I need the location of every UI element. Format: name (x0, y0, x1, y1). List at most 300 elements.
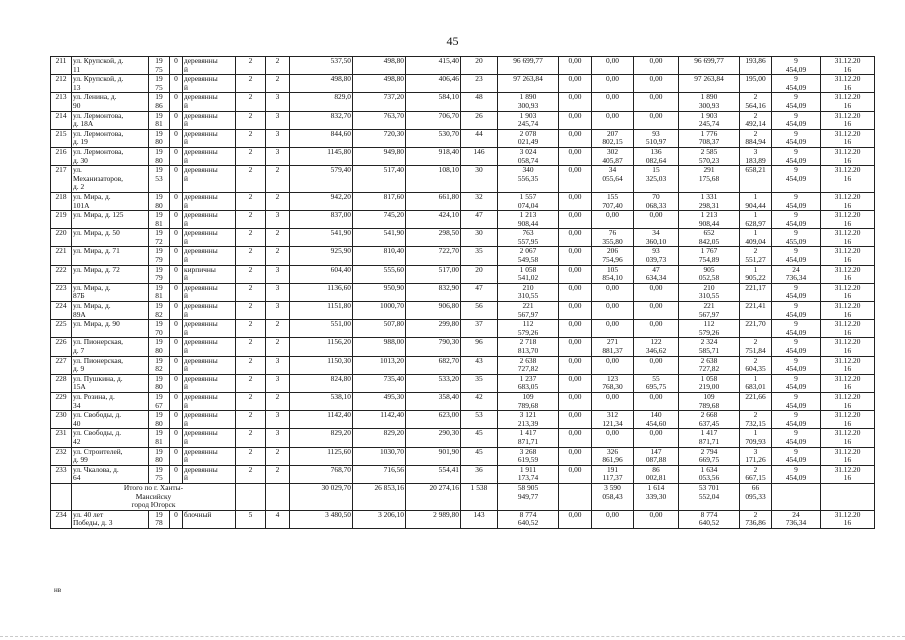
entrances (266, 147, 290, 165)
funds-c-line: 0,00 (649, 283, 663, 292)
max-cost-line: 9 (794, 74, 798, 84)
row-number (51, 111, 72, 129)
total-cost (498, 283, 559, 301)
max-cost-line: 9 (794, 392, 798, 401)
living-area (353, 75, 406, 93)
unit-cost (740, 447, 772, 465)
funds-d (679, 338, 740, 356)
private-area-line: 706,70 (438, 111, 459, 120)
funds-a-line: 0,00 (568, 56, 582, 65)
floors (236, 447, 266, 465)
living-area (353, 265, 406, 283)
table-row (51, 265, 875, 283)
wall-material-line: деревянны (184, 56, 218, 65)
total-row (51, 483, 875, 510)
funds-d (679, 211, 740, 229)
address (72, 465, 149, 483)
private-area-line: 298,50 (438, 228, 459, 238)
private-area (406, 57, 461, 75)
max-cost (772, 302, 821, 320)
total-area-line: 541,90 (330, 228, 351, 238)
entrances (266, 356, 290, 374)
funds-d-line: 96 699,77 (694, 56, 724, 65)
funds-d (679, 510, 740, 528)
build-year-line: 81 (155, 291, 163, 301)
address (72, 229, 149, 247)
funds-b-line: 271 (606, 337, 619, 347)
wall-material (183, 111, 236, 129)
address (72, 374, 149, 392)
funds-d-line: 789,68 (698, 400, 720, 410)
deadline-line: 31.12.20 (834, 319, 861, 329)
funds-a-line: 0,00 (568, 165, 582, 175)
funds-c-line: 0,00 (649, 392, 663, 401)
wall-material-line: й (184, 100, 188, 110)
max-cost-line: 454,09 (785, 473, 807, 483)
deadline (821, 211, 875, 229)
floors (236, 147, 266, 165)
funds-c (634, 166, 679, 193)
zero-col-line: 0 (174, 265, 178, 274)
row-number-line: 234 (55, 510, 67, 519)
private-area (406, 192, 461, 210)
wall-material (183, 411, 236, 429)
address (72, 57, 149, 75)
funds-a (559, 166, 592, 193)
living-area-line: 988,00 (383, 337, 404, 347)
residents (461, 465, 498, 483)
funds-b-line: 768,30 (602, 382, 623, 392)
funds-a-line: 0,00 (568, 147, 582, 156)
wall-material-line: деревянны (184, 92, 218, 102)
build-year (149, 229, 170, 247)
funds-c (634, 356, 679, 374)
funds-a (559, 57, 592, 75)
living-area (353, 338, 406, 356)
funds-b-line: 0,00 (606, 392, 619, 401)
residents-line: 42 (475, 392, 483, 401)
funds-c-line: 039,73 (645, 255, 667, 265)
total-area (290, 447, 353, 465)
floors (236, 211, 266, 229)
unit-cost-line: 551,27 (745, 255, 766, 265)
funds-d (679, 320, 740, 338)
floors-line: 2 (248, 337, 253, 347)
living-area-line: 555,60 (383, 265, 404, 274)
deadline (821, 411, 875, 429)
zero-col-line: 0 (174, 192, 178, 201)
deadline (821, 320, 875, 338)
max-cost-line: 9 (794, 192, 798, 201)
funds-a-line: 0,00 (568, 392, 582, 401)
unit-cost (740, 111, 772, 129)
wall-material-line: деревянны (184, 428, 218, 438)
living-area-line: 735,40 (383, 374, 404, 383)
funds-c (634, 147, 679, 165)
total-cost-line: 058,74 (517, 155, 539, 165)
max-cost-line: 454,09 (785, 291, 807, 301)
unit-cost-line: 1 (753, 228, 758, 238)
total-cost (498, 265, 559, 283)
funds-d-line: 1 890 (700, 92, 718, 102)
build-year-line: 72 (155, 236, 163, 246)
funds-d-line: 2 668 (700, 410, 718, 420)
funds-b (592, 283, 634, 301)
row-number-line: 217 (55, 165, 67, 175)
total-cost (498, 338, 559, 356)
wall-material-line: й (184, 364, 188, 374)
row-number-line: 222 (55, 265, 67, 274)
funds-b (592, 320, 634, 338)
max-cost-line: 9 (794, 246, 798, 256)
funds-a-line: 0,00 (568, 510, 582, 519)
address-line: ул. Пушкина, д. (73, 374, 123, 383)
funds-c-line: 93 (652, 129, 660, 138)
funds-d (679, 411, 740, 429)
living-area (353, 211, 406, 229)
residents (461, 483, 498, 510)
build-year-line: 19 (155, 228, 163, 238)
max-cost-line: 454,09 (785, 64, 807, 74)
funds-b-line: 754,96 (602, 255, 623, 265)
deadline (821, 510, 875, 528)
total-cost-line: 557,95 (517, 236, 539, 246)
funds-b-line: 854,10 (602, 273, 623, 283)
zero-col (170, 229, 183, 247)
address (72, 447, 149, 465)
total-area-line: 538,10 (330, 392, 351, 401)
funds-c-line: 70 (652, 192, 660, 201)
entrances (266, 211, 290, 229)
total-cost-line: 3 121 (519, 410, 537, 420)
total-area-line: 30 029,70 (321, 483, 351, 492)
address (72, 429, 149, 447)
floors-line: 2 (248, 447, 253, 456)
residents (461, 265, 498, 283)
max-cost (772, 229, 821, 247)
unit-cost-line: 2 (753, 129, 758, 138)
max-cost (772, 265, 821, 283)
private-area (406, 338, 461, 356)
wall-material (183, 211, 236, 229)
max-cost-line: 455,09 (785, 236, 807, 246)
entrances (266, 447, 290, 465)
zero-col (170, 129, 183, 147)
entrances-line: 3 (275, 92, 280, 102)
total-cost-line: 173,74 (517, 473, 539, 483)
funds-c-line: 147 (650, 447, 662, 456)
build-year-line: 19 (155, 356, 163, 365)
deadline-line: 16 (843, 455, 852, 465)
wall-material-line: деревянны (184, 129, 218, 138)
total-area-line: 1125,60 (327, 447, 351, 456)
deadline-line: 16 (843, 400, 852, 410)
max-cost (772, 510, 821, 528)
residents (461, 93, 498, 111)
housing-register-table (50, 56, 875, 529)
residents (461, 429, 498, 447)
funds-d-line: 97 263,84 (694, 74, 724, 84)
funds-d-line: 871,71 (698, 436, 720, 446)
deadline (821, 229, 875, 247)
build-year (149, 338, 170, 356)
funds-a-line: 0,00 (568, 228, 582, 238)
living-area-line: 737,20 (383, 92, 404, 102)
total-cost-line: 763 (522, 228, 534, 238)
max-cost-line: 9 (794, 428, 798, 438)
residents-line: 47 (475, 210, 483, 220)
total-cost-line: 1 237 (519, 374, 537, 383)
zero-col-line: 0 (174, 410, 178, 420)
total-cost (498, 211, 559, 229)
unit-cost-line: 709,93 (745, 436, 766, 446)
total-cost-line: 683,05 (517, 382, 539, 392)
floors (236, 93, 266, 111)
wall-material-line: деревянны (184, 192, 218, 201)
entrances-line: 3 (275, 210, 280, 220)
living-area (353, 283, 406, 301)
zero-col-line: 0 (174, 465, 178, 474)
wall-material (183, 166, 236, 193)
residents (461, 75, 498, 93)
funds-b (592, 111, 634, 129)
living-area-line: 716,56 (383, 465, 404, 474)
total-area (290, 429, 353, 447)
unit-cost-line: 905,22 (745, 273, 766, 283)
private-area-line: 424,10 (438, 210, 459, 220)
max-cost-line: 454,09 (785, 137, 807, 147)
deadline (821, 447, 875, 465)
build-year-line: 81 (155, 436, 163, 446)
unit-cost-line: 193,86 (745, 56, 766, 65)
unit-cost-line: 221,70 (745, 319, 766, 329)
floors-line: 2 (248, 319, 253, 329)
funds-b-line: 0,00 (606, 92, 619, 102)
funds-a (559, 411, 592, 429)
funds-b-line: 206 (606, 246, 619, 256)
funds-b-line: 302 (606, 147, 619, 156)
floors (236, 192, 266, 210)
address-line: 15А (73, 382, 86, 392)
max-cost (772, 465, 821, 483)
floors-line: 2 (248, 428, 253, 438)
funds-c-line: 082,64 (645, 155, 667, 165)
living-area-line: 26 853,16 (374, 483, 404, 492)
floors (236, 111, 266, 129)
wall-material (183, 229, 236, 247)
unit-cost (740, 356, 772, 374)
private-area-line: 832,90 (438, 283, 459, 292)
wall-material (183, 265, 236, 283)
wall-material-line: й (184, 346, 188, 355)
address (72, 166, 149, 193)
funds-b-line: 0,00 (606, 210, 619, 220)
residents-line: 48 (475, 92, 483, 102)
funds-d-line: 640,52 (698, 518, 720, 528)
residents-line: 56 (475, 301, 483, 311)
funds-d-line: 052,58 (698, 273, 720, 283)
max-cost-line: 454,09 (785, 82, 807, 92)
total-cost-line: 112 (522, 319, 534, 329)
entrances (266, 392, 290, 410)
entrances-line: 2 (275, 246, 280, 256)
funds-d-line: 219,00 (698, 382, 720, 392)
funds-d (679, 247, 740, 265)
funds-d (679, 147, 740, 165)
wall-material-line: деревянны (184, 337, 218, 347)
max-cost (772, 93, 821, 111)
living-area-line: 1030,70 (379, 447, 404, 456)
deadline-line: 16 (843, 418, 852, 428)
build-year-line: 75 (155, 82, 163, 92)
row-number (51, 166, 72, 193)
build-year (149, 510, 170, 528)
floors (236, 229, 266, 247)
floors (236, 320, 266, 338)
deadline (821, 429, 875, 447)
unit-cost-line: 667,15 (745, 473, 766, 483)
total-area-line: 829,20 (330, 428, 351, 438)
funds-d-line: 1 417 (700, 428, 718, 438)
residents (461, 510, 498, 528)
wall-material-line: й (184, 473, 188, 483)
funds-d-line: 585,71 (698, 346, 720, 355)
funds-d (679, 356, 740, 374)
row-number (51, 283, 72, 301)
floors (236, 283, 266, 301)
wall-material (183, 75, 236, 93)
zero-col-line: 0 (174, 129, 178, 138)
total-cost-line: 2 638 (519, 356, 537, 365)
total-area (290, 57, 353, 75)
residents-line: 35 (475, 246, 483, 256)
address-line: ул. Лермонтова, (73, 147, 124, 156)
floors (236, 338, 266, 356)
unit-cost (740, 147, 772, 165)
wall-material-line: й (184, 64, 188, 74)
address (72, 283, 149, 301)
residents-line: 37 (475, 319, 483, 329)
wall-material-line: деревянны (184, 465, 218, 474)
total-cost-line: 3 268 (519, 447, 537, 456)
build-year (149, 283, 170, 301)
funds-a (559, 192, 592, 210)
funds-a-line: 0,00 (568, 356, 582, 365)
funds-d-line: 8 774 (700, 510, 718, 519)
funds-c (634, 320, 679, 338)
wall-material (183, 338, 236, 356)
zero-col-line: 0 (174, 56, 178, 65)
row-number (51, 302, 72, 320)
entrances-line: 3 (275, 410, 280, 420)
unit-cost (740, 411, 772, 429)
funds-b (592, 93, 634, 111)
unit-cost-line: 66 (751, 483, 760, 492)
private-area (406, 93, 461, 111)
total-area-line: 1145,80 (327, 147, 351, 156)
max-cost-line: 454,09 (785, 455, 807, 465)
build-year (149, 265, 170, 283)
unit-cost (740, 247, 772, 265)
zero-col (170, 320, 183, 338)
private-area (406, 229, 461, 247)
max-cost-line: 454,09 (785, 382, 807, 392)
total-cost-line: 074,04 (517, 200, 539, 210)
address-line: ул. 40 лет (73, 510, 104, 519)
deadline (821, 129, 875, 147)
deadline-line: 16 (843, 155, 852, 165)
funds-d-line: 2 794 (700, 447, 718, 456)
funds-a (559, 356, 592, 374)
max-cost (772, 166, 821, 193)
max-cost-line: 9 (794, 447, 798, 456)
table-row (51, 374, 875, 392)
row-number (51, 129, 72, 147)
funds-b (592, 192, 634, 210)
row-number (51, 211, 72, 229)
funds-a-line: 0,00 (568, 374, 582, 383)
funds-b-line: 312 (606, 410, 619, 420)
residents (461, 392, 498, 410)
funds-a (559, 129, 592, 147)
private-area-line: 623,00 (438, 410, 459, 420)
max-cost-line: 454,09 (785, 173, 807, 183)
residents-line: 36 (475, 465, 483, 474)
wall-material-line: й (184, 291, 188, 301)
table-row (51, 447, 875, 465)
funds-b-line: 105 (606, 265, 619, 274)
zero-col-line: 0 (174, 283, 178, 292)
residents (461, 283, 498, 301)
build-year-line: 79 (155, 273, 163, 283)
table-row (51, 93, 875, 111)
funds-b-line: 707,40 (602, 200, 623, 210)
total-area-line: 1136,60 (327, 283, 351, 292)
build-year (149, 111, 170, 129)
total-area-line: 1142,40 (327, 410, 351, 420)
wall-material-line: й (184, 455, 188, 465)
funds-c-line: 0,00 (649, 56, 663, 65)
funds-d-line: 112 (703, 319, 715, 329)
build-year-line: 78 (155, 518, 163, 528)
max-cost-line: 454,09 (785, 119, 807, 129)
total-area-line: 844,60 (330, 129, 351, 138)
funds-c-line: 1 614 (647, 483, 665, 492)
entrances (266, 411, 290, 429)
floors-line: 2 (248, 129, 253, 138)
funds-b-line: 123 (606, 374, 619, 383)
total-area (290, 374, 353, 392)
entrances (266, 320, 290, 338)
zero-col (170, 465, 183, 483)
funds-d-line: 310,55 (698, 291, 720, 301)
build-year (149, 247, 170, 265)
build-year-line: 53 (155, 173, 163, 183)
address-line: ул. Пионерская, (73, 356, 123, 365)
build-year-line: 19 (155, 165, 163, 175)
address-line: д. 18А (73, 119, 94, 129)
wall-material-line: й (184, 273, 188, 283)
total-area (290, 356, 353, 374)
funds-c-line: 93 (652, 246, 660, 256)
table-row (51, 465, 875, 483)
funds-d-line: 300,93 (698, 100, 720, 110)
funds-a (559, 447, 592, 465)
total-cost (498, 429, 559, 447)
living-area (353, 483, 406, 510)
total-cost-line: 619,59 (517, 455, 539, 465)
total-cost (498, 510, 559, 528)
